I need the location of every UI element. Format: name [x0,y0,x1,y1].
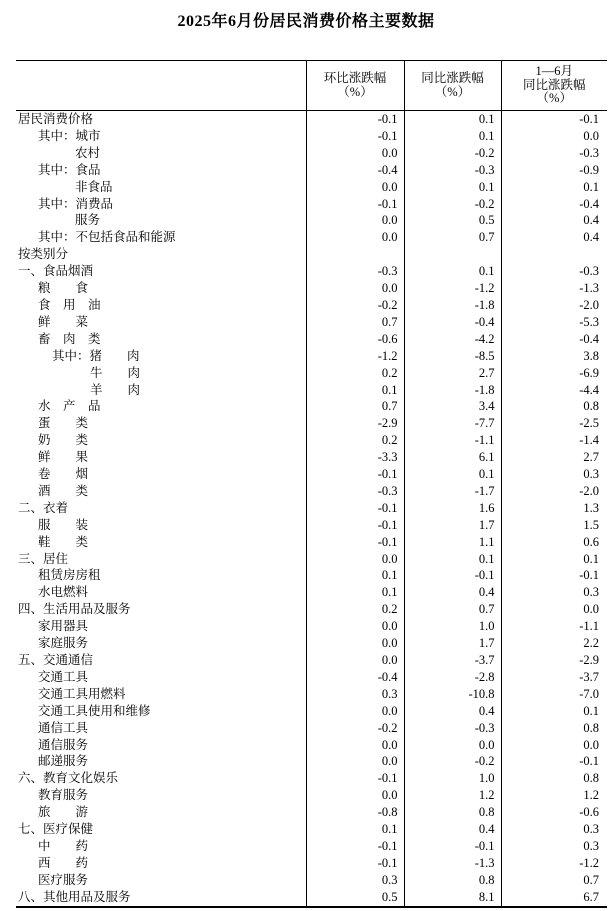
table-row [16,804,607,821]
row-label: 按类别分 [18,247,69,262]
value-mom: -0.1 [306,466,404,483]
row-label: 交通工具用燃料 [38,686,126,701]
value-ytd: 0.0 [501,601,607,618]
table-row [16,145,607,162]
value-ytd: 0.6 [501,534,607,551]
value-ytd: 0.8 [501,398,607,415]
row-label: 西 药 [38,855,89,870]
value-yoy: -8.5 [404,348,501,365]
value-yoy: -1.8 [404,297,501,314]
value-yoy: 0.1 [404,179,501,196]
value-mom: -0.1 [306,500,404,517]
value-ytd: 6.7 [501,889,607,907]
value-mom: -0.1 [306,111,404,128]
value-yoy: -0.3 [404,162,501,179]
row-label: 其中：城市 [38,128,101,143]
value-yoy: 0.1 [404,263,501,280]
page-title: 2025年6月份居民消费价格主要数据 [177,13,435,30]
value-mom: 0.0 [306,753,404,770]
row-label: 邮递服务 [38,754,89,769]
value-yoy: 0.7 [404,229,501,246]
row-label: 旅 游 [38,805,89,820]
value-mom: 0.7 [306,314,404,331]
table-row [16,669,607,686]
value-ytd: -0.6 [501,804,607,821]
table-row [16,111,607,128]
value-mom: 0.0 [306,635,404,652]
header-yoy-line1: 同比涨跌幅 [421,71,484,85]
value-ytd: -2.5 [501,415,607,432]
row-label: 三、居住 [18,551,69,566]
table-row [16,212,607,229]
value-ytd: -0.1 [501,753,607,770]
row-label: 牛 肉 [90,365,141,380]
value-mom: -0.3 [306,263,404,280]
value-yoy: -0.1 [404,567,501,584]
value-yoy: -1.3 [404,855,501,872]
value-mom: 0.2 [306,601,404,618]
row-label: 通信服务 [38,737,89,752]
row-label: 卷 烟 [38,467,89,482]
value-yoy: 6.1 [404,449,501,466]
table-row [16,415,607,432]
row-label: 蛋 类 [38,416,89,431]
table-row [16,348,607,365]
value-yoy: 0.4 [404,703,501,720]
value-ytd: -6.9 [501,365,607,382]
value-yoy: 0.8 [404,872,501,889]
value-yoy: 1.2 [404,787,501,804]
value-ytd: 0.0 [501,737,607,754]
header-mom-line1: 环比涨跌幅 [323,71,387,85]
value-yoy: 0.8 [404,804,501,821]
value-yoy: 0.4 [404,584,501,601]
table-row [16,838,607,855]
value-ytd: 1.3 [501,500,607,517]
row-label: 通信工具 [38,720,89,735]
value-ytd: 0.3 [501,821,607,838]
value-ytd: 1.2 [501,787,607,804]
header-ytd-line1: 1—6月 [535,64,573,79]
value-mom: 0.1 [306,821,404,838]
value-yoy: 1.6 [404,500,501,517]
value-yoy: -0.2 [404,145,501,162]
value-mom: 0.7 [306,398,404,415]
value-ytd: -1.3 [501,280,607,297]
value-mom: 0.0 [306,145,404,162]
value-mom: 0.0 [306,652,404,669]
value-yoy: 2.7 [404,365,501,382]
table-row [16,855,607,872]
value-mom: -0.2 [306,720,404,737]
table-row [16,331,607,348]
table-row [16,720,607,737]
table-row [16,229,607,246]
value-mom: 0.0 [306,618,404,635]
value-yoy: -3.7 [404,652,501,669]
value-mom: -1.2 [306,348,404,365]
header-yoy [404,61,501,111]
row-label: 一、食品烟酒 [18,264,94,279]
value-mom: -0.2 [306,297,404,314]
value-yoy: 0.7 [404,601,501,618]
value-ytd: -1.4 [501,432,607,449]
row-label: 交通工具 [38,669,89,684]
value-ytd: -0.4 [501,331,607,348]
value-mom [306,246,404,263]
table-row [16,703,607,720]
header-mom [306,61,404,111]
value-yoy: 1.1 [404,534,501,551]
value-yoy: -0.2 [404,196,501,213]
table-row [16,567,607,584]
row-label: 水 产 品 [38,399,101,414]
value-mom: 0.2 [306,365,404,382]
row-label: 居民消费价格 [18,112,94,126]
value-mom: -3.3 [306,449,404,466]
row-label: 鲜 菜 [38,314,89,329]
value-mom: 0.0 [306,179,404,196]
value-ytd: -3.7 [501,669,607,686]
value-ytd: 1.5 [501,517,607,534]
header-yoy-line2: （%） [434,84,471,99]
value-ytd: -0.3 [501,263,607,280]
table-row [16,635,607,652]
table-row [16,737,607,754]
value-yoy: -2.8 [404,669,501,686]
header-ytd-line3: （%） [536,91,572,106]
table-row [16,246,607,263]
row-label: 服 装 [38,517,89,532]
value-yoy [404,246,501,263]
row-label: 租赁房房租 [38,568,101,583]
table-row [16,466,607,483]
table-row [16,314,607,331]
value-yoy: 1.0 [404,770,501,787]
value-mom: -0.1 [306,196,404,213]
value-ytd: -0.1 [501,111,607,128]
table-row [16,365,607,382]
value-ytd: -0.1 [501,567,607,584]
row-label: 酒 类 [38,483,89,498]
value-ytd: 2.7 [501,449,607,466]
row-label: 二、衣着 [18,500,69,515]
value-ytd: -2.9 [501,652,607,669]
row-label: 七、医疗保健 [18,822,94,837]
table-row [16,686,607,703]
value-yoy: -0.1 [404,838,501,855]
row-label: 交通工具使用和维修 [38,703,151,718]
value-ytd: 0.4 [501,212,607,229]
table-row [16,889,607,907]
table-row [16,753,607,770]
value-mom: -0.1 [306,517,404,534]
header-ytd-line2: 同比涨跌幅 [522,77,586,92]
value-yoy: 0.5 [404,212,501,229]
value-ytd: -0.4 [501,196,607,213]
value-ytd: 0.3 [501,838,607,855]
value-yoy: 0.1 [404,466,501,483]
value-mom: -0.1 [306,855,404,872]
value-mom: -2.9 [306,415,404,432]
row-label: 畜 肉 类 [38,331,101,346]
table-row [16,517,607,534]
row-label: 家庭服务 [38,636,89,651]
row-label: 食 用 油 [38,297,101,312]
value-yoy: 8.1 [404,889,501,907]
row-label: 家用器具 [38,619,89,634]
row-label: 其中：食品 [38,162,101,177]
value-mom: -0.4 [306,669,404,686]
value-ytd: -2.0 [501,483,607,500]
value-yoy: -1.8 [404,382,501,399]
header-row [16,61,607,111]
value-ytd: -7.0 [501,686,607,703]
value-yoy: 1.0 [404,618,501,635]
value-mom: 0.0 [306,737,404,754]
value-mom: -0.3 [306,483,404,500]
row-label: 五、交通通信 [18,653,94,667]
table-row [16,787,607,804]
row-label: 六、教育文化娱乐 [18,771,119,786]
table-row [16,500,607,517]
value-mom: 0.2 [306,432,404,449]
value-mom: 0.1 [306,584,404,601]
header-label-cell [16,61,306,111]
row-label: 医疗服务 [38,872,89,887]
value-ytd: 0.1 [501,703,607,720]
value-yoy: 1.7 [404,517,501,534]
value-ytd: -1.2 [501,855,607,872]
value-mom: 0.0 [306,212,404,229]
value-ytd: -1.1 [501,618,607,635]
table-row [16,263,607,280]
row-label: 羊 肉 [90,382,141,397]
row-label: 八、其他用品及服务 [18,889,131,904]
value-yoy: 0.1 [404,128,501,145]
value-ytd [501,246,607,263]
value-yoy: -0.2 [404,753,501,770]
table-row [16,618,607,635]
value-mom: 0.3 [306,872,404,889]
value-yoy: 0.0 [404,737,501,754]
value-mom: 0.0 [306,280,404,297]
value-ytd: 0.7 [501,872,607,889]
value-mom: 0.0 [306,703,404,720]
value-ytd: 3.8 [501,348,607,365]
value-mom: 0.1 [306,567,404,584]
value-ytd: -4.4 [501,382,607,399]
header-mom-line2: （%） [337,84,373,99]
value-mom: -0.1 [306,534,404,551]
value-yoy: -1.1 [404,432,501,449]
value-ytd: 0.3 [501,584,607,601]
row-label: 水电燃料 [38,585,89,600]
value-yoy: -0.4 [404,314,501,331]
row-label: 其中：消费品 [38,196,114,211]
value-yoy: -10.8 [404,686,501,703]
value-mom: -0.4 [306,162,404,179]
value-ytd: -0.3 [501,145,607,162]
table-row [16,382,607,399]
value-mom: -0.8 [306,804,404,821]
row-label: 其中：猪 肉 [52,348,140,363]
table-row [16,770,607,787]
row-label: 其中：不包括食品和能源 [38,230,176,245]
row-label: 粮 食 [38,281,89,296]
row-label: 教育服务 [38,788,89,803]
table-row [16,162,607,179]
value-mom: 0.0 [306,787,404,804]
table-row [16,432,607,449]
value-ytd: -0.9 [501,162,607,179]
value-yoy: 3.4 [404,398,501,415]
row-label: 服务 [75,213,101,228]
value-ytd: 0.0 [501,128,607,145]
value-yoy: -7.7 [404,415,501,432]
value-ytd: 2.2 [501,635,607,652]
value-ytd: 0.4 [501,229,607,246]
value-mom: 0.0 [306,229,404,246]
value-yoy: -4.2 [404,331,501,348]
table-row [16,196,607,213]
row-label: 农村 [75,145,101,160]
value-yoy: 0.1 [404,111,501,128]
value-ytd: 0.1 [501,179,607,196]
value-mom: 0.0 [306,551,404,568]
value-yoy: -0.3 [404,720,501,737]
value-mom: -0.6 [306,331,404,348]
row-label: 奶 类 [38,433,89,448]
table-row [16,551,607,568]
value-yoy: 0.4 [404,821,501,838]
table-row [16,483,607,500]
value-mom: 0.1 [306,382,404,399]
table-body [16,111,607,907]
table-row [16,534,607,551]
value-yoy: 1.7 [404,635,501,652]
table-row [16,179,607,196]
header-ytd [501,61,607,111]
table-row [16,297,607,314]
row-label: 非食品 [75,179,113,194]
table-row [16,821,607,838]
table-row [16,872,607,889]
table-row [16,128,607,145]
value-yoy: -1.7 [404,483,501,500]
value-mom: 0.5 [306,889,404,907]
table-row [16,280,607,297]
value-ytd: 0.8 [501,770,607,787]
table-row [16,601,607,618]
row-label: 鞋 类 [38,534,89,549]
value-mom: 0.3 [306,686,404,703]
value-ytd: 0.1 [501,551,607,568]
value-yoy: 0.1 [404,551,501,568]
table-row [16,398,607,415]
value-mom: -0.1 [306,838,404,855]
table-row [16,584,607,601]
table-row [16,449,607,466]
row-label: 中 药 [38,838,89,853]
value-ytd: -2.0 [501,297,607,314]
table-row [16,652,607,669]
row-label: 四、生活用品及服务 [18,602,131,617]
value-mom: -0.1 [306,128,404,145]
value-yoy: -1.2 [404,280,501,297]
table-header [16,61,607,111]
value-mom: -0.1 [306,770,404,787]
row-label: 鲜 果 [38,450,89,465]
value-ytd: 0.8 [501,720,607,737]
value-ytd: 0.3 [501,466,607,483]
value-ytd: -5.3 [501,314,607,331]
cpi-table [16,60,607,908]
